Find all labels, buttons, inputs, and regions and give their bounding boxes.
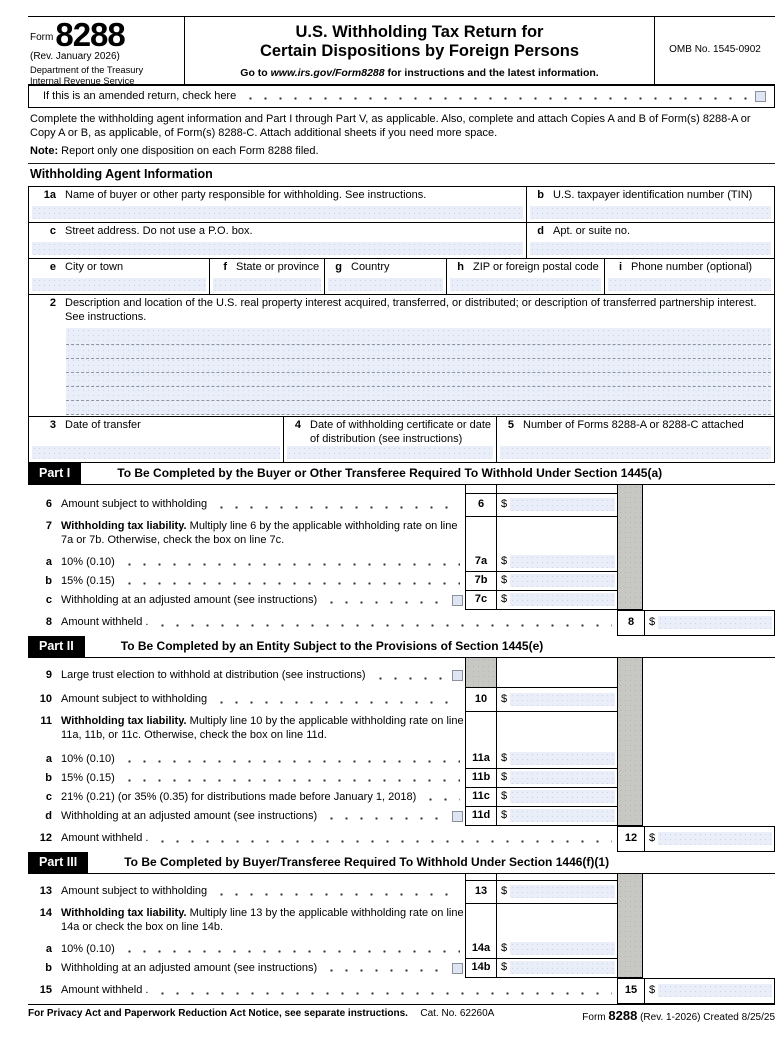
- part-2-body: [28, 658, 775, 852]
- field-1h-zip: [446, 259, 604, 294]
- write-line: [66, 373, 771, 387]
- form-title-block: [185, 17, 655, 84]
- line-number: 2: [49, 296, 56, 309]
- field-label: Street address. Do not use a P.O. box.: [65, 224, 253, 237]
- line-7a-amount-input[interactable]: [510, 555, 615, 568]
- line-13-row: [28, 880, 775, 904]
- line-12-row: [28, 826, 775, 852]
- part-3-header: [28, 852, 775, 874]
- line-7b-amount: [497, 572, 617, 591]
- form-revision: (Rev. January 2026): [30, 50, 120, 62]
- field-1f-state: [209, 259, 324, 294]
- line-11c-amount: [497, 788, 617, 807]
- write-line: [66, 331, 771, 345]
- line-7c-label: Withholding at an adjusted amount (see instructions): [61, 593, 318, 606]
- field-label: City or town: [65, 260, 124, 273]
- line-14a-row: [28, 940, 775, 959]
- agent-section-heading: Withholding Agent Information: [28, 163, 775, 186]
- line-11-row: [28, 712, 775, 750]
- table-row: [29, 417, 774, 463]
- dotted-leader: [322, 959, 447, 978]
- line-11c-box: 11c: [465, 788, 497, 807]
- agency-line-2: Internal Revenue Service: [30, 75, 135, 86]
- line-11b-amount: [497, 769, 617, 788]
- field-1i-phone: [604, 259, 774, 294]
- form-title-line-2: Certain Dispositions by Foreign Persons: [259, 41, 580, 60]
- line-7c-box: 7c: [465, 591, 497, 610]
- line-number: 3: [49, 418, 56, 431]
- part-1-body: [28, 485, 775, 636]
- irs-url[interactable]: www.irs.gov/Form8288: [270, 66, 385, 79]
- footer-form-word: Form: [582, 1011, 609, 1023]
- line-10-amount-input[interactable]: [510, 693, 615, 706]
- dotted-leader: [421, 788, 460, 807]
- dotted-leader: [371, 664, 448, 688]
- line-6-label: Amount subject to withholding: [61, 498, 208, 510]
- dollar-sign: $: [501, 942, 508, 954]
- dotted-leader: [212, 688, 460, 712]
- dotted-leader: [212, 880, 460, 904]
- line-letter: b: [45, 771, 52, 784]
- field-label: Number of Forms 8288-A or 8288-C attached: [523, 418, 744, 431]
- form-title-line-1: U.S. Withholding Tax Return for: [295, 23, 544, 41]
- form-header: [28, 16, 775, 86]
- line-letter: a: [45, 942, 52, 955]
- line-number: e: [49, 260, 56, 273]
- dollar-sign: $: [501, 752, 508, 764]
- line-15-amount-input[interactable]: [658, 984, 772, 997]
- field-label: U.S. taxpayer identification number (TIN): [553, 188, 753, 201]
- line-7a-row: [28, 553, 775, 572]
- line-11b-label: 15% (0.15): [61, 771, 115, 784]
- goto-prefix: Go to: [240, 66, 271, 79]
- intro-block: [28, 108, 775, 158]
- line-11a-box: 11a: [465, 750, 497, 769]
- dollar-sign: $: [649, 984, 656, 996]
- dotted-leader: [241, 86, 750, 107]
- line-12-amount-input[interactable]: [658, 832, 772, 845]
- line-letter: d: [45, 809, 52, 822]
- intro-note: [30, 145, 775, 159]
- field-label: Apt. or suite no.: [553, 224, 631, 237]
- field-1b-tin: [526, 187, 774, 222]
- field-label: Description and location of the U.S. real property interest acquired, transferred, or distributed; or description of transferred partnership interest. See instructions.: [65, 296, 757, 323]
- dotted-leader: [212, 493, 460, 517]
- line-11a-label: 10% (0.10): [61, 752, 115, 765]
- line-number: d: [537, 224, 544, 237]
- apt-input[interactable]: [530, 242, 771, 255]
- street-input[interactable]: [32, 242, 523, 255]
- gray-rail: [617, 658, 643, 826]
- line-6-box: 6: [465, 493, 497, 517]
- line-number: g: [335, 260, 342, 273]
- line-10-box: 10: [465, 688, 497, 712]
- line-8-label: Amount withheld .: [61, 616, 149, 628]
- part-1-title: To Be Completed by the Buyer or Other Transferee Required To Withhold Under Section 1445(a): [117, 465, 663, 480]
- line-letter: c: [45, 593, 52, 606]
- line-7a-label: 10% (0.10): [61, 555, 115, 568]
- line-11d-row: [28, 807, 775, 826]
- line-12-amount: [645, 826, 775, 852]
- line-11d-amount-input[interactable]: [510, 809, 615, 822]
- line-9-empty-cell: [497, 664, 617, 688]
- line-11d-label: Withholding at an adjusted amount (see instructions): [61, 809, 318, 822]
- gray-rail: [617, 874, 643, 978]
- line-letter: c: [45, 790, 52, 803]
- line-14b-label: Withholding at an adjusted amount (see instructions): [61, 961, 318, 974]
- line-number: b: [537, 188, 544, 201]
- field-5-forms-attached: [496, 417, 774, 462]
- line-7b-label: 15% (0.15): [61, 574, 115, 587]
- line-6-row: [28, 493, 775, 517]
- footer-form-number: 8288: [608, 1007, 638, 1023]
- write-line: [66, 401, 771, 415]
- dotted-leader: [120, 572, 460, 591]
- line-8-box: 8: [617, 610, 645, 636]
- line-number: 10: [39, 693, 52, 705]
- line-number: 9: [45, 669, 52, 681]
- line-10-amount: [497, 688, 617, 712]
- field-label: ZIP or foreign postal code: [473, 260, 599, 273]
- line-6-amount: [497, 493, 617, 517]
- field-1a-name: [29, 187, 526, 222]
- line-11a-amount: [497, 750, 617, 769]
- agent-info-table: [28, 186, 775, 463]
- line-14-row: [28, 904, 775, 940]
- line-13-label: Amount subject to withholding: [61, 885, 208, 897]
- line-11b-amount-input[interactable]: [510, 771, 615, 784]
- form-footer-id: [582, 1008, 775, 1025]
- line-12-label: Amount withheld .: [61, 832, 149, 844]
- forms-attached-input[interactable]: [500, 446, 771, 459]
- dotted-leader: [322, 807, 447, 826]
- line-14-label: [61, 907, 465, 935]
- line-6-amount-input[interactable]: [510, 498, 615, 511]
- dotted-leader: [322, 591, 447, 610]
- line-7a-box: 7a: [465, 553, 497, 572]
- description-input[interactable]: [66, 328, 771, 415]
- tin-input[interactable]: [530, 206, 771, 219]
- line-15-box: 15: [617, 978, 645, 1004]
- dollar-sign: $: [501, 961, 508, 973]
- amended-return-label: If this is an amended return, check here: [43, 89, 237, 102]
- line-11d-checkbox[interactable]: [452, 811, 463, 822]
- line-12-box: 12: [617, 826, 645, 852]
- dotted-leader: [120, 553, 460, 572]
- form-footer: [28, 1004, 775, 1025]
- zip-input[interactable]: [450, 278, 601, 291]
- line-number: 5: [507, 418, 514, 431]
- gray-rail: [617, 485, 643, 610]
- line-11c-row: [28, 788, 775, 807]
- line-8-row: [28, 610, 775, 636]
- line-10-label: Amount subject to withholding: [61, 693, 208, 705]
- line-number: h: [457, 260, 464, 273]
- goto-line: [185, 67, 654, 80]
- footer-form-suffix: (Rev. 1-2026) Created 8/25/25: [637, 1011, 775, 1023]
- line-number: 13: [39, 885, 52, 897]
- dollar-sign: $: [501, 498, 508, 510]
- line-8-amount-input[interactable]: [658, 616, 772, 629]
- part-2-title: To Be Completed by an Entity Subject to the Provisions of Section 1445(e): [120, 638, 544, 653]
- table-row: [29, 259, 774, 295]
- field-1d-apt: [526, 223, 774, 258]
- dollar-sign: $: [649, 616, 656, 628]
- catalog-number: Cat. No. 62260A: [420, 1007, 495, 1019]
- dollar-sign: $: [501, 771, 508, 783]
- dollar-sign: $: [501, 790, 508, 802]
- line-letter: a: [45, 555, 52, 568]
- line-number: 14: [39, 906, 52, 919]
- part-3-badge: Part III: [28, 852, 88, 873]
- line-11c-amount-input[interactable]: [510, 790, 615, 803]
- table-row: [29, 187, 774, 223]
- date-transfer-input[interactable]: [32, 446, 280, 459]
- field-1g-country: [324, 259, 446, 294]
- omb-number: OMB No. 1545-0902: [669, 44, 761, 56]
- line-7-label: [61, 520, 465, 548]
- dotted-leader: [120, 750, 460, 769]
- line-14a-label: 10% (0.10): [61, 942, 115, 955]
- state-input[interactable]: [213, 278, 321, 291]
- amended-return-checkbox[interactable]: [755, 91, 766, 102]
- part-2-header: [28, 636, 775, 658]
- line-7b-box: 7b: [465, 572, 497, 591]
- part-1-badge: Part I: [28, 463, 81, 484]
- line-number: 6: [45, 498, 52, 510]
- country-input[interactable]: [328, 278, 443, 291]
- line-number: 8: [45, 616, 52, 628]
- label-bold: Withholding tax liability.: [61, 519, 187, 532]
- form-number: 8288: [55, 16, 125, 53]
- field-1c-street: [29, 223, 526, 258]
- part-3-title: To Be Completed by Buyer/Transferee Required To Withhold Under Section 1446(f)(1): [124, 854, 610, 869]
- dollar-sign: $: [649, 832, 656, 844]
- field-label: Country: [351, 260, 390, 273]
- name-input[interactable]: [32, 206, 523, 219]
- line-14b-box: 14b: [465, 959, 497, 978]
- line-7c-amount-input[interactable]: [510, 593, 615, 606]
- line-11d-box: 11d: [465, 807, 497, 826]
- label-rest: Multiply line 10 by the applicable withholding rate on line 11a, 11b, or 11c. Otherwise, check the box on line 11d.: [61, 714, 464, 741]
- intro-paragraph: Complete the withholding agent information and Part I through Part V, as applicable. Also, complete and attach Copies A and B of Form(s) 8288-A or Copy A or B, as applicable, of Form(s) 8288-C. Attach additional sheets if you need more space.: [30, 113, 751, 139]
- line-11b-box: 11b: [465, 769, 497, 788]
- form-word: Form: [30, 32, 54, 44]
- field-1e-city: [29, 259, 209, 294]
- line-letter: b: [45, 961, 52, 974]
- line-11-label: [61, 715, 465, 743]
- line-11d-amount: [497, 807, 617, 826]
- line-9-gray-cell: [465, 664, 497, 688]
- line-13-amount: [497, 880, 617, 904]
- line-number: c: [49, 224, 56, 237]
- line-14b-checkbox[interactable]: [452, 963, 463, 974]
- line-9-checkbox[interactable]: [452, 670, 463, 681]
- dotted-leader: [120, 940, 460, 959]
- line-14b-row: [28, 959, 775, 978]
- label-bold: Withholding tax liability.: [61, 906, 187, 919]
- write-line: [66, 387, 771, 401]
- goto-suffix: for instructions and the latest information.: [384, 66, 599, 79]
- field-label: Date of transfer: [65, 418, 141, 431]
- line-11a-amount-input[interactable]: [510, 752, 615, 765]
- part-3-body: [28, 874, 775, 1004]
- dollar-sign: $: [501, 809, 508, 821]
- dollar-sign: $: [501, 555, 508, 567]
- form-id-block: [28, 17, 185, 84]
- line-7b-amount-input[interactable]: [510, 574, 615, 587]
- dollar-sign: $: [501, 574, 508, 586]
- dotted-leader: [153, 826, 612, 852]
- dotted-leader: [153, 978, 612, 1004]
- line-number: 1a: [43, 188, 56, 201]
- line-15-amount: [645, 978, 775, 1004]
- line-9-row: [28, 664, 775, 688]
- form-8288-page: [28, 16, 775, 1024]
- rail-spacer: [28, 485, 775, 493]
- date-certificate-input[interactable]: [287, 446, 493, 459]
- line-7b-row: [28, 572, 775, 591]
- dollar-sign: $: [501, 692, 508, 705]
- amended-return-row: [28, 86, 775, 108]
- line-number: 11: [40, 714, 52, 727]
- line-13-box: 13: [465, 880, 497, 904]
- phone-input[interactable]: [608, 278, 771, 291]
- line-14b-amount: [497, 959, 617, 978]
- agency-line-1: Department of the Treasury: [30, 65, 144, 76]
- part-1-header: [28, 463, 775, 485]
- line-10-row: [28, 688, 775, 712]
- dotted-leader: [153, 610, 612, 636]
- line-7c-row: [28, 591, 775, 610]
- table-row: [29, 223, 774, 259]
- line-number: 4: [294, 418, 301, 431]
- privacy-notice: For Privacy Act and Paperwork Reduction Act Notice, see separate instructions.: [28, 1007, 408, 1019]
- line-14a-amount-input[interactable]: [510, 942, 615, 955]
- line-number: i: [618, 260, 622, 273]
- line-15-label: Amount withheld .: [61, 984, 149, 996]
- line-15-row: [28, 978, 775, 1004]
- field-label: Name of buyer or other party responsible for withholding. See instructions.: [65, 188, 427, 201]
- label-rest: Multiply line 13 by the applicable withholding rate on line 14a or check the box on line 14b.: [61, 906, 464, 933]
- line-14a-box: 14a: [465, 940, 497, 959]
- note-label: Note:: [30, 144, 59, 157]
- part-2-badge: Part II: [28, 636, 85, 657]
- line-14b-amount-input[interactable]: [510, 961, 615, 974]
- dollar-sign: $: [501, 593, 508, 605]
- line-11b-row: [28, 769, 775, 788]
- line-14a-amount: [497, 940, 617, 959]
- field-2-description: [29, 295, 774, 417]
- field-label: Phone number (optional): [631, 260, 753, 273]
- note-text: Report only one disposition on each Form 8288 filed.: [58, 144, 319, 157]
- label-bold: Withholding tax liability.: [61, 714, 187, 727]
- field-label: Date of withholding certificate or date of distribution (see instructions): [310, 418, 491, 445]
- line-7c-checkbox[interactable]: [452, 595, 463, 606]
- field-3-date-of-transfer: [29, 417, 283, 462]
- line-letter: a: [45, 752, 52, 765]
- city-input[interactable]: [32, 278, 206, 291]
- line-7-row: [28, 517, 775, 553]
- line-7a-amount: [497, 553, 617, 572]
- field-4-date-certificate: [283, 417, 496, 462]
- line-9-label: Large trust election to withhold at distribution (see instructions): [61, 669, 366, 681]
- line-number: f: [223, 260, 227, 273]
- line-number: 7: [45, 519, 52, 532]
- dotted-leader: [120, 769, 460, 788]
- line-11c-label: 21% (0.21) (or 35% (0.35) for distributions made before January 1, 2018): [61, 790, 417, 803]
- line-7c-amount: [497, 591, 617, 610]
- line-number: 12: [39, 832, 52, 844]
- line-8-amount: [645, 610, 775, 636]
- label-rest: Multiply line 6 by the applicable withholding rate on line 7a or 7b. Otherwise, check the box on line 7c.: [61, 519, 458, 546]
- dollar-sign: $: [501, 885, 508, 897]
- write-line: [66, 359, 771, 373]
- line-letter: b: [45, 574, 52, 587]
- line-13-amount-input[interactable]: [510, 885, 615, 898]
- write-line: [66, 345, 771, 359]
- line-11a-row: [28, 750, 775, 769]
- line-number: 15: [39, 984, 52, 996]
- field-label: State or province: [236, 260, 320, 273]
